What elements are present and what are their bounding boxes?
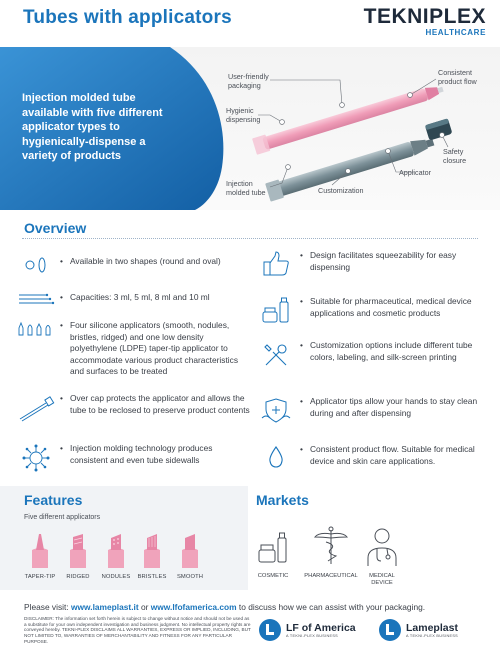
overview-text: • Design facilitates squeezability for easy dispensing <box>298 250 488 273</box>
visit-line <box>24 602 425 612</box>
cosmetic-icon <box>255 524 291 568</box>
hero-banner <box>0 47 500 210</box>
drop-icon <box>254 444 298 470</box>
market-label: COSMETIC <box>257 573 289 579</box>
overview-text: • Four silicone applicators (smooth, nodules, bristles, ridged) and one low density polyethylene (LDPE) taper-tip applicator to accommodate various product characteristics and surfaces to be treated <box>58 320 250 378</box>
caduceus-icon <box>311 524 351 568</box>
feature-label: RIDGED <box>66 574 90 580</box>
visit-prefix: Please visit: <box>24 602 72 612</box>
feature-label: BRISTLES <box>137 574 167 580</box>
tekniplex-logo <box>364 6 486 37</box>
logo-sub-text: HEALTHCARE <box>425 28 486 37</box>
overview-item-overcap <box>14 393 250 423</box>
overview-item-capacities <box>14 292 250 306</box>
lf-logo-mark-icon <box>258 618 282 642</box>
market-pharmaceutical <box>300 524 362 580</box>
doctor-icon <box>364 524 400 568</box>
smooth-icon <box>179 530 201 568</box>
overview-text: • Over cap protects the applicator and allows the tube to be reclosed to preserve product contents <box>58 393 250 416</box>
features-title: Features <box>24 492 83 508</box>
callout-hygienic: Hygienic dispensing <box>226 106 261 124</box>
feature-label: TAPER-TIP <box>24 574 56 580</box>
feature-ridged <box>60 530 96 580</box>
feature-label: NODULES <box>101 574 131 580</box>
overview-text: • Injection molding technology produces consistent and even tube sidewalls <box>58 443 250 466</box>
brand1-name: LF of America <box>286 621 356 634</box>
tube-sizes-icon <box>14 292 58 306</box>
visit-or: or <box>138 602 151 612</box>
feature-nodules <box>98 530 134 580</box>
lameplast-logo <box>378 618 458 642</box>
overview-text: • Consistent product flow. Suitable for medical device and skin care applications. <box>298 444 488 467</box>
callout-safety-closure: Safety closure <box>443 147 467 165</box>
overview-divider <box>22 238 478 239</box>
markets-title: Markets <box>256 492 309 508</box>
molding-network-icon <box>14 443 58 473</box>
callout-applicator: Applicator <box>399 168 431 177</box>
overview-title: Overview <box>24 220 87 236</box>
lfofamerica-link[interactable]: www.lfofamerica.com <box>150 602 237 612</box>
callout-consistent-flow: Consistent product flow <box>438 68 477 86</box>
overview-item-squeeze <box>254 250 488 278</box>
overview-item-suitable <box>254 296 488 326</box>
callout-customization: Customization <box>318 186 364 195</box>
lameplast-logo-mark-icon <box>378 618 402 642</box>
header <box>0 0 500 46</box>
feature-bristles <box>134 530 170 580</box>
disclaimer: DISCLAIMER: The information set forth herein is subject to change without notice and should not be used as a substitute for your own independent investigation and business judgment. No intellectual property rights are conveyed hereby. TEKNI-PLEX DISCLAIMS ALL WARRANTIES, EXPRESS OR IMPLIED, INCLUDING, BUT NOT LIMITED TO, WARRANTIES OF MERCHANTABILITY AND FITNESS FOR ANY PARTICULAR PURPOSE. <box>24 616 251 644</box>
market-cosmetic <box>252 524 294 580</box>
thumbs-up-icon <box>254 250 298 278</box>
lf-of-america-logo <box>258 618 356 642</box>
ridged-icon <box>67 530 89 568</box>
overview-text: • Customization options include different tube colors, labeling, and silk-screen printing <box>298 340 488 363</box>
overview-text: • Applicator tips allow your hands to stay clean during and after dispensing <box>298 396 488 419</box>
page-title: Tubes with applicators <box>23 7 232 28</box>
overview-item-customization <box>254 340 488 370</box>
visit-suffix: to discuss how we can assist with your packaging. <box>236 602 426 612</box>
callout-user-friendly: User-friendly packaging <box>228 72 269 90</box>
market-label: MEDICAL DEVICE <box>369 573 395 586</box>
feature-smooth <box>172 530 208 580</box>
features-subtitle: Five different applicators <box>24 514 101 521</box>
market-medical-device <box>362 524 402 587</box>
overview-item-shapes <box>14 256 250 274</box>
market-label: PHARMACEUTICAL <box>304 573 358 579</box>
callout-injection: Injection molded tube <box>226 179 266 197</box>
feature-label: SMOOTH <box>176 574 204 580</box>
brand2-name: Lameplast <box>406 621 458 634</box>
logo-main-text: TEKNIPLEX <box>363 5 486 28</box>
brand2-tag: A TEKNI-PLEX BUSINESS <box>406 633 459 638</box>
brand1-tag: A TEKNI-PLEX BUSINESS <box>286 633 339 638</box>
nodules-icon <box>105 530 127 568</box>
overview-item-flow <box>254 444 488 470</box>
feature-taper-tip <box>22 530 58 580</box>
cosmetic-jars-icon <box>254 296 298 326</box>
overcap-icon <box>14 393 58 423</box>
applicator-tips-icon <box>14 320 58 336</box>
overview-item-applicators <box>14 320 250 378</box>
taper-tip-icon <box>29 530 51 568</box>
overview-item-clean <box>254 396 488 426</box>
bristles-icon <box>141 530 163 568</box>
tools-icon <box>254 340 298 370</box>
overview-text: • Available in two shapes (round and oval) <box>58 256 221 268</box>
lameplast-link[interactable]: www.lameplast.it <box>71 602 139 612</box>
hero-text: Injection molded tube available with five different applicator types to hygienically-dispense a variety of products <box>22 92 163 162</box>
clean-hands-icon <box>254 396 298 426</box>
overview-item-molding <box>14 443 250 473</box>
overview-text: • Capacities: 3 ml, 5 ml, 8 ml and 10 ml <box>58 292 210 304</box>
oval-shapes-icon <box>14 256 58 274</box>
overview-text: • Suitable for pharmaceutical, medical device applications and cosmetic products <box>298 296 488 319</box>
